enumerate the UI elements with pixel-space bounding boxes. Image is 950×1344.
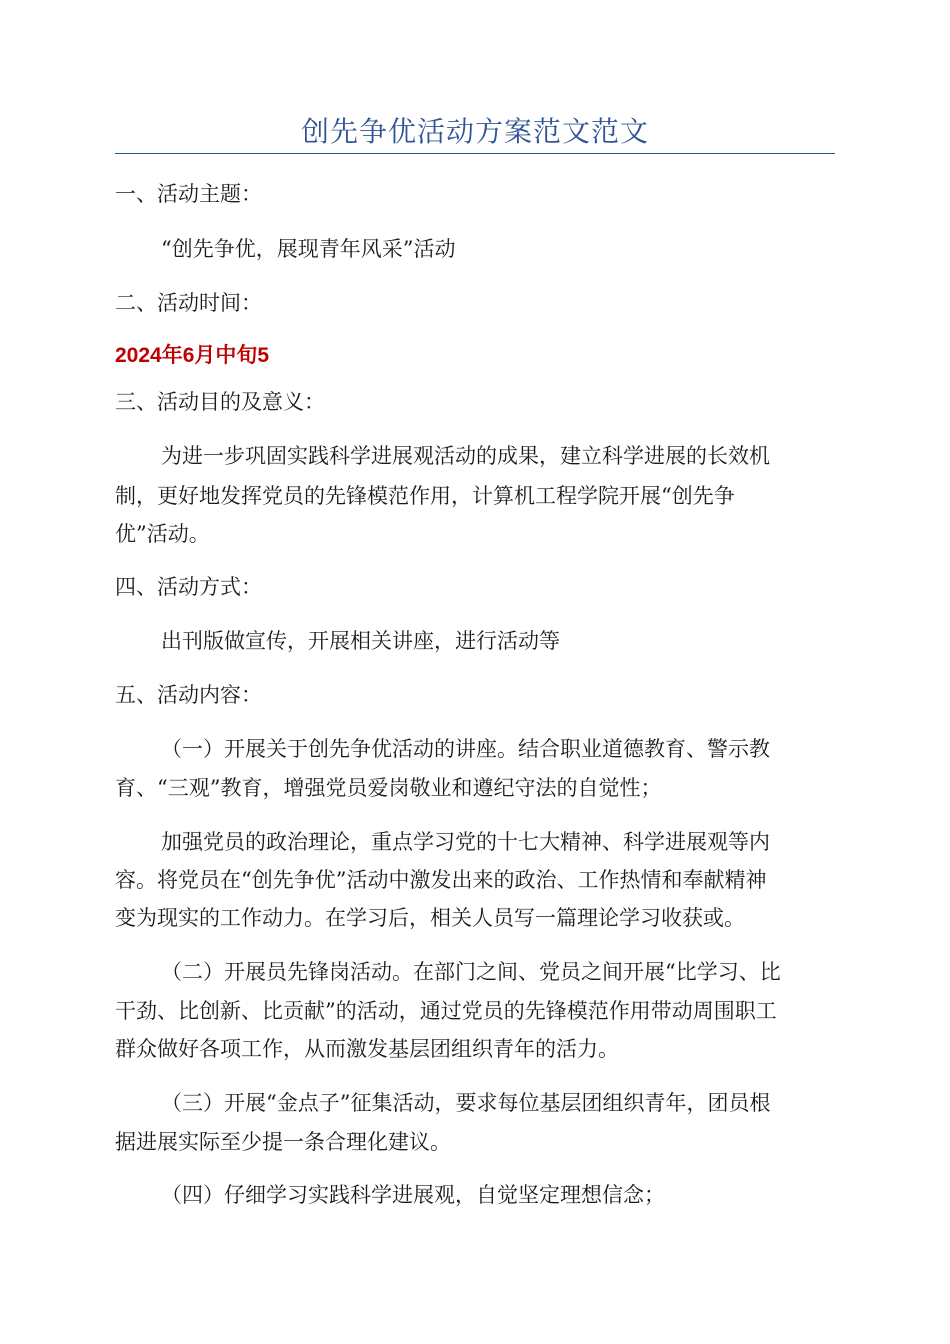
content-paragraph-2-line-2: 容。将党员在“创先争优”活动中激发出来的政治、工作热情和奉献精神 [115, 868, 767, 892]
content-item-1-line-1: （一）开展关于创先争优活动的讲座。结合职业道德教育、警示教 [161, 737, 770, 761]
document-title: 创先争优活动方案范文范文 [300, 115, 649, 148]
purpose-line-1: 为进一步巩固实践科学进展观活动的成果，建立科学进展的长效机 [161, 444, 770, 468]
title-underline [115, 153, 835, 154]
section-heading-time: 二、活动时间： [115, 291, 262, 315]
content-item-4-line-1: （四）仔细学习实践科学进展观，自觉坚定理想信念； [161, 1183, 665, 1207]
purpose-line-3: 优”活动。 [115, 522, 210, 546]
content-item-2-line-3: 群众做好各项工作，从而激发基层团组织青年的活力。 [115, 1037, 619, 1061]
content-item-3-line-2: 据进展实际至少提一条合理化建议。 [115, 1130, 451, 1154]
section-heading-theme: 一、活动主题： [115, 182, 262, 206]
section-body-method: 出刊版做宣传，开展相关讲座，进行活动等 [161, 629, 560, 653]
section-heading-purpose: 三、活动目的及意义： [115, 390, 325, 414]
activity-date: 2024年6月中旬5 [115, 344, 270, 367]
content-item-2-line-1: （二）开展员先锋岗活动。在部门之间、党员之间开展“比学习、比 [161, 960, 781, 984]
purpose-line-2: 制，更好地发挥党员的先锋模范作用，计算机工程学院开展“创先争 [115, 484, 735, 508]
content-item-1-line-2: 育、“三观”教育，增强党员爱岗敬业和遵纪守法的自觉性； [115, 776, 662, 800]
content-item-2-line-2: 干劲、比创新、比贡献”的活动，通过党员的先锋模范作用带动周围职工 [115, 999, 777, 1023]
content-paragraph-2-line-1: 加强党员的政治理论，重点学习党的十七大精神、科学进展观等内 [161, 830, 770, 854]
content-item-3-line-1: （三）开展“金点子”征集活动，要求每位基层团组织青年，团员根 [161, 1091, 771, 1115]
section-body-theme: “创先争优，展现青年风采”活动 [161, 237, 456, 261]
section-heading-method: 四、活动方式： [115, 575, 262, 599]
content-paragraph-2-line-3: 变为现实的工作动力。在学习后，相关人员写一篇理论学习收获或。 [115, 906, 745, 930]
section-heading-content: 五、活动内容： [115, 683, 262, 707]
